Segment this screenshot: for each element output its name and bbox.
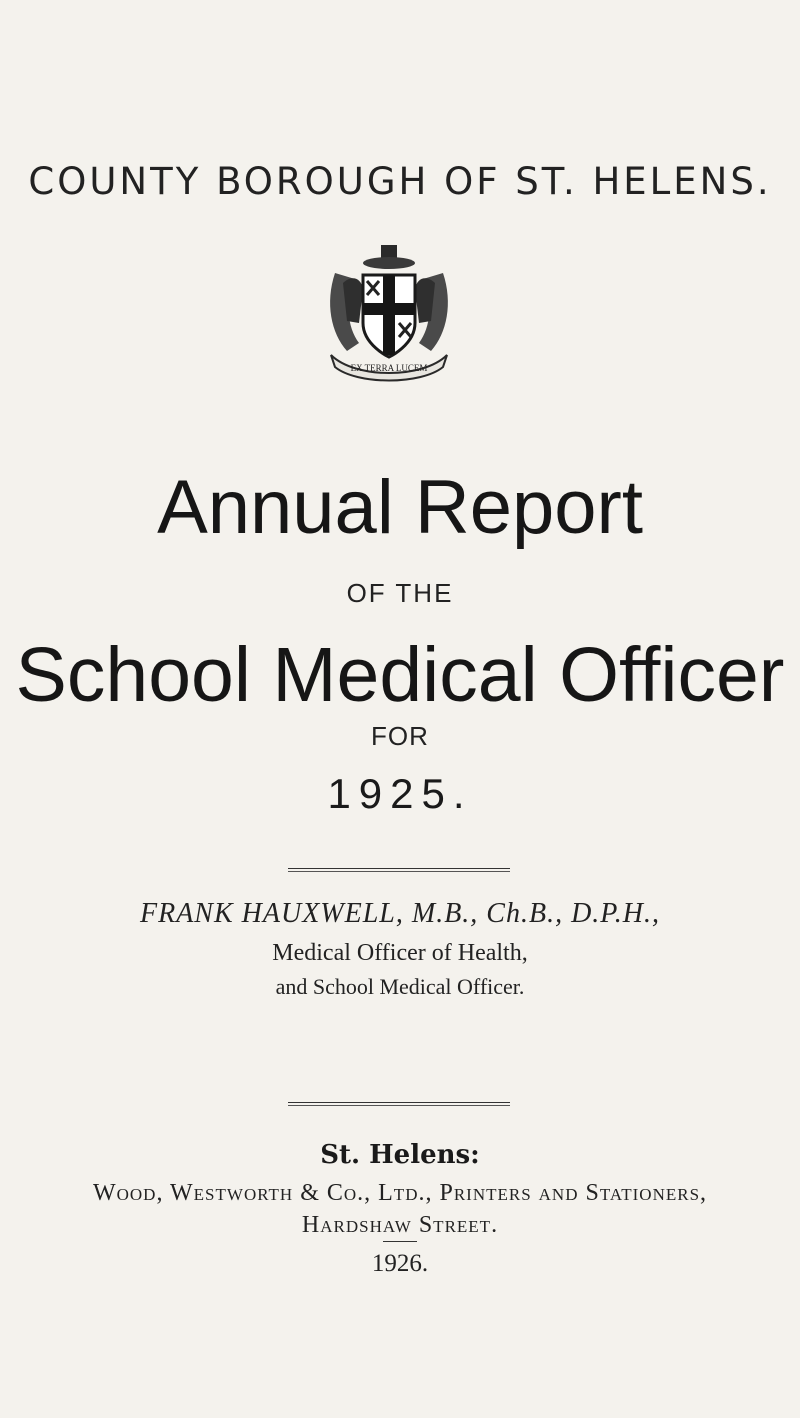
imprint-street: Hardshaw Street. bbox=[301, 1212, 499, 1238]
divider-rule bbox=[288, 868, 510, 872]
report-title: Annual Report bbox=[157, 465, 643, 550]
title-connector-for: FOR bbox=[371, 721, 429, 751]
author-role-2: and School Medical Officer. bbox=[275, 974, 525, 999]
divider-rule bbox=[288, 1102, 510, 1106]
author-role-1: Medical Officer of Health, bbox=[272, 940, 528, 966]
coat-of-arms-icon bbox=[325, 243, 453, 383]
report-year: 1925. bbox=[327, 770, 473, 817]
imprint-place: St. Helens: bbox=[320, 1140, 480, 1170]
imprint-printer: Wood, Westworth & Co., Ltd., Printers and Stationers, bbox=[92, 1180, 708, 1206]
short-divider-rule bbox=[383, 1241, 417, 1242]
imprint-date: 1926. bbox=[371, 1250, 429, 1277]
title-connector-of-the: OF THE bbox=[346, 578, 454, 608]
borough-heading: COUNTY BOROUGH OF ST. HELENS. bbox=[28, 160, 772, 203]
crest-motto: EX TERRA LUCEM bbox=[350, 363, 428, 373]
report-subject: School Medical Officer bbox=[15, 632, 785, 718]
author-name: FRANK HAUXWELL, M.B., Ch.B., D.P.H., bbox=[139, 898, 661, 929]
